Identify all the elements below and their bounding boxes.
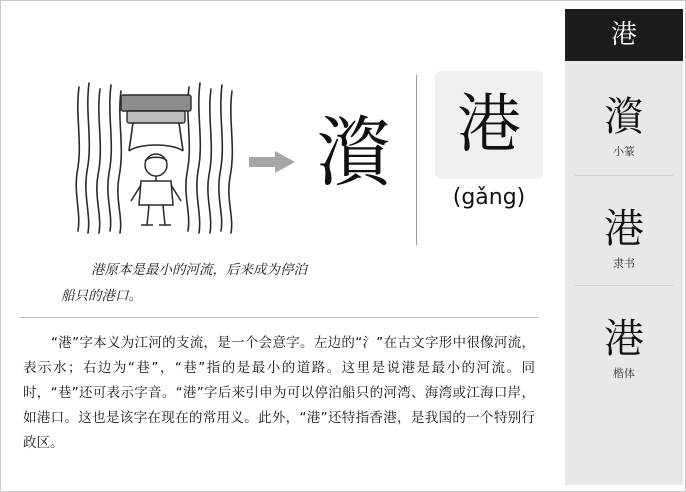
sidebar-label-clerical: 隶书 — [613, 257, 635, 270]
explanation-paragraph: “港”字本义为江河的支流，是一个会意字。左边的“氵”在古文字形中很像河流，表示水；右边为“巷”，“巷”指的是最小的道路。这里是说港是最小的河流。同时，“巷”还可表示字音。“港”字后来引申为可以停泊船只的河湾、海湾或江海口岸，如港口。这也是该字在现在的常用义。此外，“港”还特指香港，是我国的一个特别行政区。 — [23, 335, 535, 451]
sidebar-divider-1 — [575, 175, 673, 176]
main-content — [1, 1, 553, 491]
script-forms-sidebar — [565, 9, 683, 485]
vertical-divider — [416, 75, 417, 245]
caption-line-1: 港原本是最小的河流，后来成为停泊 — [91, 262, 307, 278]
pictograph-illustration — [69, 73, 239, 243]
sidebar-glyph-clerical: 港 — [604, 206, 644, 252]
seal-script-character: 澬 — [316, 108, 392, 197]
sidebar-glyph-regular: 港 — [604, 316, 644, 362]
sidebar-label-seal: 小篆 — [613, 145, 635, 158]
caption-line-2: 船只的港口。 — [61, 288, 142, 304]
sidebar-title: 港 — [610, 20, 637, 50]
sidebar-divider-2 — [575, 285, 673, 286]
sidebar-item-regular-script — [565, 315, 683, 381]
pinyin-label: (gǎng) — [452, 185, 526, 210]
modern-character-box — [435, 71, 543, 179]
sidebar-item-seal-script — [565, 93, 683, 159]
illustration-caption — [61, 257, 501, 309]
sidebar-header — [565, 9, 683, 61]
sidebar-label-regular: 楷体 — [613, 367, 635, 380]
sidebar-glyph-seal: 澬 — [604, 94, 644, 140]
right-arrow-icon — [249, 151, 295, 173]
evolution-illustration-row — [1, 63, 553, 253]
horizontal-divider — [19, 317, 539, 318]
modern-character: 港 — [457, 88, 521, 162]
sidebar-item-clerical-script — [565, 205, 683, 271]
